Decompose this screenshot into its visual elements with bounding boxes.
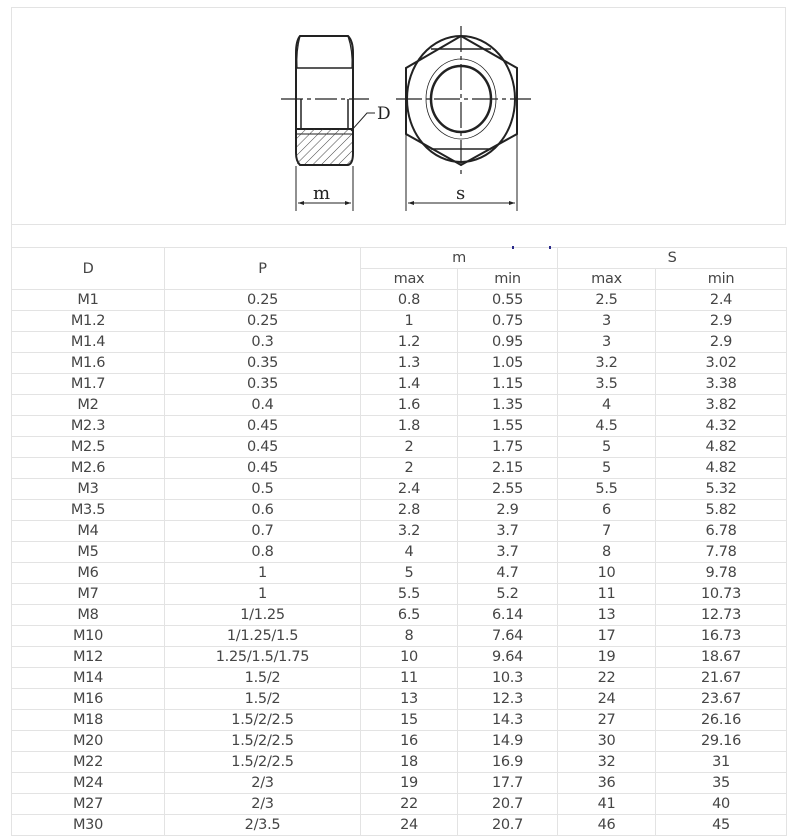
- table-body: [12, 290, 787, 836]
- cell-m-min: 3.7: [458, 542, 558, 563]
- cell-p: 0.5: [165, 479, 361, 500]
- cell-s-max: 8: [558, 542, 656, 563]
- cell-s-min: 16.73: [656, 626, 787, 647]
- hex-nut-spec-table: [11, 247, 787, 836]
- header-s-max: max: [558, 269, 656, 290]
- cell-d: M1.2: [12, 311, 165, 332]
- table-row: [12, 584, 787, 605]
- cell-d: M1: [12, 290, 165, 311]
- cell-s-min: 2.9: [656, 332, 787, 353]
- cell-m-min: 1.75: [458, 437, 558, 458]
- cell-p: 1.5/2/2.5: [165, 731, 361, 752]
- cell-s-min: 12.73: [656, 605, 787, 626]
- cell-p: 1: [165, 563, 361, 584]
- table-row: [12, 647, 787, 668]
- cell-p: 0.45: [165, 416, 361, 437]
- table-row: [12, 500, 787, 521]
- cell-d: M18: [12, 710, 165, 731]
- table-row: [12, 332, 787, 353]
- cell-s-min: 3.38: [656, 374, 787, 395]
- cell-m-max: 18: [361, 752, 458, 773]
- cell-s-max: 5.5: [558, 479, 656, 500]
- cell-m-min: 2.9: [458, 500, 558, 521]
- cell-p: 2/3.5: [165, 815, 361, 836]
- hex-nut-diagram-icon: [12, 8, 787, 226]
- cell-m-min: 12.3: [458, 689, 558, 710]
- table-row: [12, 752, 787, 773]
- cell-s-min: 21.67: [656, 668, 787, 689]
- table-row: [12, 794, 787, 815]
- cell-m-max: 1.6: [361, 395, 458, 416]
- cell-m-min: 5.2: [458, 584, 558, 605]
- cell-s-min: 4.82: [656, 437, 787, 458]
- table-row: [12, 479, 787, 500]
- cell-m-min: 3.7: [458, 521, 558, 542]
- cell-m-max: 2: [361, 437, 458, 458]
- cell-d: M8: [12, 605, 165, 626]
- cell-m-max: 1.3: [361, 353, 458, 374]
- cell-m-max: 1.4: [361, 374, 458, 395]
- cell-s-max: 3.5: [558, 374, 656, 395]
- cell-s-min: 9.78: [656, 563, 787, 584]
- cell-m-min: 1.55: [458, 416, 558, 437]
- cell-m-max: 15: [361, 710, 458, 731]
- cell-p: 0.6: [165, 500, 361, 521]
- table-row: [12, 458, 787, 479]
- cell-s-min: 2.9: [656, 311, 787, 332]
- cell-m-min: 14.3: [458, 710, 558, 731]
- cell-m-min: 20.7: [458, 815, 558, 836]
- header-S: S: [558, 248, 787, 269]
- cell-s-min: 3.02: [656, 353, 787, 374]
- cell-s-max: 27: [558, 710, 656, 731]
- cell-p: 0.7: [165, 521, 361, 542]
- cell-d: M2.3: [12, 416, 165, 437]
- cell-s-max: 6: [558, 500, 656, 521]
- cell-s-max: 13: [558, 605, 656, 626]
- cell-m-min: 4.7: [458, 563, 558, 584]
- cell-m-min: 10.3: [458, 668, 558, 689]
- cell-s-min: 45: [656, 815, 787, 836]
- cell-m-max: 3.2: [361, 521, 458, 542]
- header-P: P: [165, 248, 361, 290]
- cell-s-min: 5.82: [656, 500, 787, 521]
- cell-d: M27: [12, 794, 165, 815]
- svg-text:D: D: [377, 104, 391, 124]
- cell-s-max: 19: [558, 647, 656, 668]
- cell-s-max: 3: [558, 311, 656, 332]
- cell-m-min: 14.9: [458, 731, 558, 752]
- table-row: [12, 521, 787, 542]
- cell-s-max: 36: [558, 773, 656, 794]
- cell-p: 1.5/2: [165, 689, 361, 710]
- cell-p: 1.5/2/2.5: [165, 752, 361, 773]
- cell-s-max: 7: [558, 521, 656, 542]
- cell-d: M1.6: [12, 353, 165, 374]
- cell-s-max: 10: [558, 563, 656, 584]
- cell-p: 0.25: [165, 290, 361, 311]
- cell-m-max: 22: [361, 794, 458, 815]
- table-row: [12, 437, 787, 458]
- cell-m-min: 17.7: [458, 773, 558, 794]
- cell-m-min: 0.55: [458, 290, 558, 311]
- table-row: [12, 668, 787, 689]
- cell-p: 0.45: [165, 458, 361, 479]
- table-row: [12, 353, 787, 374]
- cell-m-min: 1.05: [458, 353, 558, 374]
- cell-m-max: 16: [361, 731, 458, 752]
- cell-p: 0.35: [165, 374, 361, 395]
- cell-s-min: 4.82: [656, 458, 787, 479]
- cell-p: 1/1.25/1.5: [165, 626, 361, 647]
- table-row: [12, 416, 787, 437]
- cell-s-max: 24: [558, 689, 656, 710]
- cell-m-min: 2.55: [458, 479, 558, 500]
- cell-s-max: 46: [558, 815, 656, 836]
- cell-s-min: 40: [656, 794, 787, 815]
- cell-s-min: 31: [656, 752, 787, 773]
- cell-p: 1.5/2: [165, 668, 361, 689]
- cell-m-max: 2.8: [361, 500, 458, 521]
- artifact-mark: [549, 246, 551, 249]
- cell-s-max: 3.2: [558, 353, 656, 374]
- table-row: [12, 290, 787, 311]
- header-m: m: [361, 248, 558, 269]
- header-m-max: max: [361, 269, 458, 290]
- cell-m-max: 5: [361, 563, 458, 584]
- cell-p: 0.8: [165, 542, 361, 563]
- spacer-row: [11, 225, 786, 247]
- cell-d: M12: [12, 647, 165, 668]
- cell-d: M4: [12, 521, 165, 542]
- cell-p: 1.25/1.5/1.75: [165, 647, 361, 668]
- table-row: [12, 374, 787, 395]
- cell-s-min: 4.32: [656, 416, 787, 437]
- cell-m-max: 11: [361, 668, 458, 689]
- cell-p: 2/3: [165, 773, 361, 794]
- cell-m-max: 1.8: [361, 416, 458, 437]
- cell-m-min: 0.75: [458, 311, 558, 332]
- cell-m-max: 19: [361, 773, 458, 794]
- cell-m-max: 6.5: [361, 605, 458, 626]
- cell-m-min: 1.35: [458, 395, 558, 416]
- cell-m-max: 8: [361, 626, 458, 647]
- table-row: [12, 689, 787, 710]
- table-row: [12, 605, 787, 626]
- artifact-mark: [512, 246, 514, 249]
- table-row: [12, 563, 787, 584]
- table-row: [12, 815, 787, 836]
- cell-d: M2: [12, 395, 165, 416]
- cell-m-max: 1: [361, 311, 458, 332]
- cell-m-min: 1.15: [458, 374, 558, 395]
- header-s-min: min: [656, 269, 787, 290]
- cell-m-max: 1.2: [361, 332, 458, 353]
- cell-s-max: 5: [558, 437, 656, 458]
- cell-s-min: 23.67: [656, 689, 787, 710]
- spec-sheet: [11, 7, 786, 836]
- cell-m-min: 2.15: [458, 458, 558, 479]
- cell-d: M5: [12, 542, 165, 563]
- cell-p: 0.25: [165, 311, 361, 332]
- cell-m-max: 10: [361, 647, 458, 668]
- cell-d: M1.4: [12, 332, 165, 353]
- cell-s-max: 2.5: [558, 290, 656, 311]
- cell-m-max: 13: [361, 689, 458, 710]
- cell-m-min: 20.7: [458, 794, 558, 815]
- cell-d: M22: [12, 752, 165, 773]
- header-D: D: [12, 248, 165, 290]
- cell-s-max: 3: [558, 332, 656, 353]
- table-row: [12, 311, 787, 332]
- cell-s-max: 22: [558, 668, 656, 689]
- cell-s-min: 18.67: [656, 647, 787, 668]
- cell-p: 1.5/2/2.5: [165, 710, 361, 731]
- cell-s-max: 4.5: [558, 416, 656, 437]
- cell-s-min: 5.32: [656, 479, 787, 500]
- header-row-1: [12, 248, 787, 269]
- cell-m-min: 9.64: [458, 647, 558, 668]
- cell-d: M3: [12, 479, 165, 500]
- table-row: [12, 395, 787, 416]
- table-row: [12, 773, 787, 794]
- cell-s-min: 6.78: [656, 521, 787, 542]
- cell-p: 1: [165, 584, 361, 605]
- cell-d: M2.5: [12, 437, 165, 458]
- cell-m-min: 6.14: [458, 605, 558, 626]
- cell-s-max: 30: [558, 731, 656, 752]
- cell-m-min: 7.64: [458, 626, 558, 647]
- cell-p: 2/3: [165, 794, 361, 815]
- cell-p: 0.4: [165, 395, 361, 416]
- cell-m-min: 16.9: [458, 752, 558, 773]
- cell-s-max: 32: [558, 752, 656, 773]
- cell-m-max: 4: [361, 542, 458, 563]
- svg-text:s: s: [456, 183, 466, 204]
- cell-m-max: 0.8: [361, 290, 458, 311]
- cell-d: M20: [12, 731, 165, 752]
- cell-d: M14: [12, 668, 165, 689]
- cell-s-min: 7.78: [656, 542, 787, 563]
- cell-d: M7: [12, 584, 165, 605]
- table-row: [12, 542, 787, 563]
- svg-text:m: m: [313, 183, 331, 204]
- cell-s-min: 2.4: [656, 290, 787, 311]
- cell-d: M2.6: [12, 458, 165, 479]
- cell-s-max: 4: [558, 395, 656, 416]
- cell-m-max: 24: [361, 815, 458, 836]
- cell-d: M10: [12, 626, 165, 647]
- cell-s-min: 29.16: [656, 731, 787, 752]
- cell-s-min: 3.82: [656, 395, 787, 416]
- cell-p: 0.35: [165, 353, 361, 374]
- table-row: [12, 626, 787, 647]
- cell-d: M30: [12, 815, 165, 836]
- cell-d: M3.5: [12, 500, 165, 521]
- cell-d: M6: [12, 563, 165, 584]
- cell-p: 1/1.25: [165, 605, 361, 626]
- cell-m-max: 2.4: [361, 479, 458, 500]
- cell-m-max: 2: [361, 458, 458, 479]
- cell-s-max: 17: [558, 626, 656, 647]
- cell-m-max: 5.5: [361, 584, 458, 605]
- cell-s-min: 10.73: [656, 584, 787, 605]
- cell-s-max: 5: [558, 458, 656, 479]
- cell-s-min: 35: [656, 773, 787, 794]
- cell-s-min: 26.16: [656, 710, 787, 731]
- table-row: [12, 710, 787, 731]
- hex-nut-drawing: [11, 7, 786, 225]
- cell-m-min: 0.95: [458, 332, 558, 353]
- cell-s-max: 11: [558, 584, 656, 605]
- cell-p: 0.3: [165, 332, 361, 353]
- header-m-min: min: [458, 269, 558, 290]
- cell-s-max: 41: [558, 794, 656, 815]
- cell-d: M24: [12, 773, 165, 794]
- cell-d: M1.7: [12, 374, 165, 395]
- cell-d: M16: [12, 689, 165, 710]
- cell-p: 0.45: [165, 437, 361, 458]
- table-row: [12, 731, 787, 752]
